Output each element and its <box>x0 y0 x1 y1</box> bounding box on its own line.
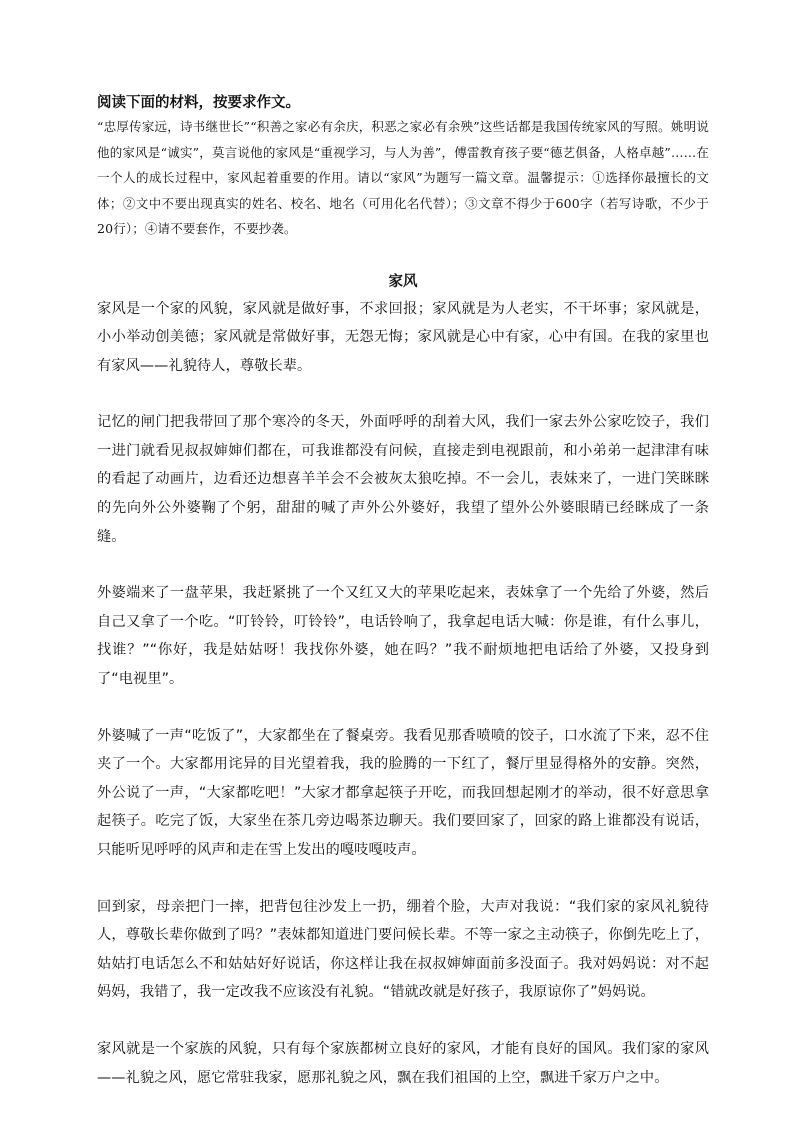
essay-paragraph-2: 记忆的闸门把我带回了那个寒冷的冬天，外面呼呼的刮着大风，我们一家去外公家吃饺子，我们一进门就看见叔叔婶婶们都在，可我谁都没有问候，直接走到电视跟前，和小弟弟一起津津有味的看起了动画片，边看还边想喜羊羊会不会被灰太狼吃掉。不一会儿，表妹来了，一进门笑眯眯的先向外公外婆鞠了个躬，甜甜的喊了声外公外婆好，我望了望外公外婆眼睛已经眯成了一条缝。 <box>97 414 709 545</box>
prompt-heading: 阅读下面的材料，按要求作文。 <box>97 95 300 111</box>
essay-body <box>97 295 709 1093</box>
essay-paragraph-5: 回到家，母亲把门一摔，把背包往沙发上一扔，绷着个脸，大声对我说：“我们家的家风礼貌待人，尊敬长辈你做到了吗？”表妹都知道进门要问候长辈。不等一家之主动筷子，你倒先吃上了，姑姑打电话怎么不和姑姑好好说话，你这样让我在叔叔婶婶面前多没面子。我对妈妈说：对不起妈妈，我错了，我一定改我不应该没有礼貌。“错就改就是好孩子，我原谅你了”妈妈说。 <box>97 898 709 1001</box>
essay-title: 家风 <box>388 273 418 290</box>
document-page <box>97 92 709 1120</box>
essay-paragraph-6: 家风就是一个家族的风貌，只有每个家族都树立良好的家风，才能有良好的国风。我们家的家风——礼貌之风，愿它常驻我家，愿那礼貌之风，飘在我们祖国的上空，飘进千家万户之中。 <box>97 1040 709 1086</box>
essay-paragraph-4: 外婆喊了一声“吃饭了”，大家都坐在了餐桌旁。我看见那香喷喷的饺子，口水流了下来，忍不住夹了一个。大家都用诧异的目光望着我，我的脸腾的一下红了，餐厅里显得格外的安静。突然，外公说了一声，“大家都吃吧！”大家才都拿起筷子开吃，而我回想起刚才的举动，很不好意思拿起筷子。吃完了饭，大家坐在茶几旁边喝茶边聊天。我们要回家了，回家的路上谁都没有说话，只能听见呼呼的风声和走在雪上发出的嘎吱嘎吱声。 <box>97 727 709 858</box>
essay-paragraph-3: 外婆端来了一盘苹果，我赶紧挑了一个又红又大的苹果吃起来，表妹拿了一个先给了外婆，然后自己又拿了一个吃。“叮铃铃，叮铃铃”，电话铃响了，我拿起电话大喊：你是谁，有什么事儿，找谁？”“你好，我是姑姑呀！我找你外婆，她在吗？”我不耐烦地把电话给了外婆，又投身到了“电视里”。 <box>97 585 709 688</box>
prompt-text: “忠厚传家远，诗书继世长”“积善之家必有余庆，积恶之家必有余殃”这些话都是我国传统家风的写照。姚明说他的家风是“诚实”，莫言说他的家风是“重视学习，与人为善”，傅雷教育孩子要“德艺俱备，人格卓越”……在一个人的成长过程中，家风起着重要的作用。请以“家风”为题写一篇文章。温馨提示：①选择你最擅长的文体；②文中不要出现真实的姓名、校名、地名（可用化名代替）；③文章不得少于600字（若写诗歌，不少于20行）；④请不要套作，不要抄袭。 <box>97 119 709 236</box>
essay-paragraph-1: 家风是一个家的风貌，家风就是做好事，不求回报；家风就是为人老实，不干坏事；家风就是，小小举动创美德；家风就是常做好事，无怨无悔；家风就是心中有家，心中有国。在我的家里也有家风——礼貌待人，尊敬长辈。 <box>97 300 709 374</box>
